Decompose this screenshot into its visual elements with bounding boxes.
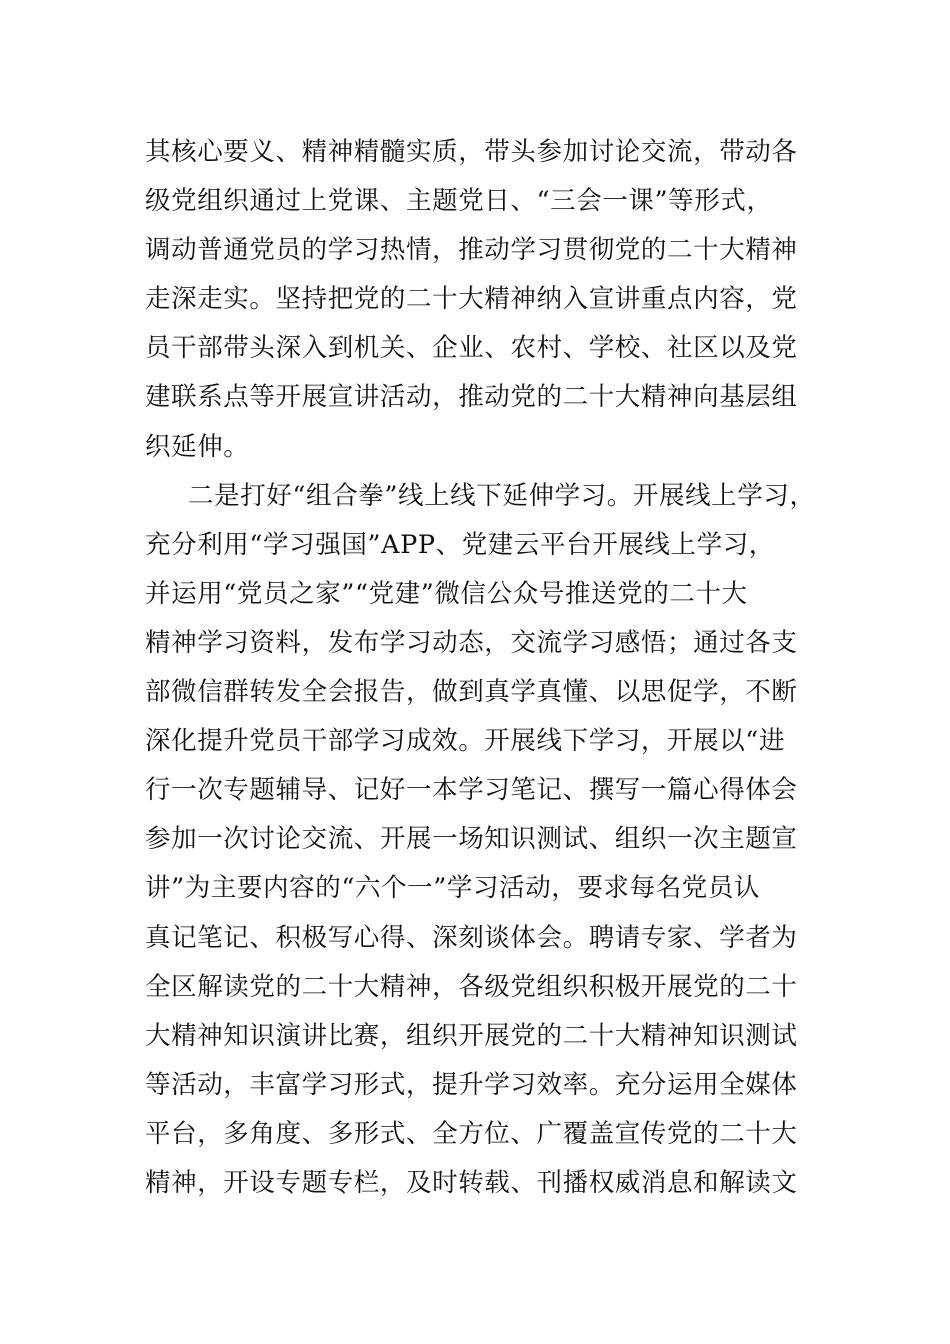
text-line: 真记笔记、积极写心得、深刻谈体会。聘请专家、学者为	[145, 922, 798, 953]
text-line: 建联系点等开展宣讲活动，推动党的二十大精神向基层组	[145, 382, 798, 413]
body-text	[145, 128, 835, 1306]
paragraph-2	[145, 472, 835, 1307]
text-line: 精神，开设专题专栏，及时转载、刊播权威消息和解读文	[145, 1167, 798, 1198]
text-line: 大精神知识演讲比赛，组织开展党的二十大精神知识测试	[145, 1020, 798, 1051]
text-line: 等活动，丰富学习形式，提升学习效率。充分运用全媒体	[145, 1069, 798, 1100]
text-line: 走深走实。坚持把党的二十大精神纳入宣讲重点内容，党	[145, 284, 798, 315]
text-line	[145, 1257, 835, 1306]
text-line: 平台，多角度、多形式、全方位、广覆盖宣传党的二十大	[145, 1118, 798, 1149]
text-line-first: 二是打好“组合拳”线上线下延伸学习。开展线上学习，	[188, 480, 816, 511]
text-line: 并运用“党员之家”“党建”微信公众号推送党的二十大	[145, 578, 748, 609]
text-line: 参加一次讨论交流、开展一场知识测试、组织一次主题宣	[145, 824, 798, 855]
text-line	[145, 1208, 835, 1257]
text-line: 深化提升党员干部学习成效。开展线下学习，开展以“进	[145, 726, 786, 757]
text-line: 调动普通党员的学习热情，推动学习贯彻党的二十大精神	[145, 235, 798, 266]
paragraph-1	[145, 128, 835, 472]
text-line: 织延伸。	[145, 431, 250, 462]
text-line: 讲”为主要内容的“六个一”学习活动，要求每名党员认	[145, 873, 761, 904]
text-line: 全区解读党的二十大精神，各级党组织积极开展党的二十	[145, 971, 798, 1002]
text-line: 级党组织通过上党课、主题党日、“三会一课”等形式，	[145, 186, 773, 217]
text-line: 行一次专题辅导、记好一本学习笔记、撰写一篇心得体会	[145, 775, 798, 806]
text-line: 其核心要义、精神精髓实质，带头参加讨论交流，带动各	[145, 137, 798, 167]
text-line: 员干部带头深入到机关、企业、农村、学校、社区以及党	[145, 333, 798, 364]
text-line: 精神学习资料，发布学习动态，交流学习感悟；通过各支	[145, 627, 798, 658]
text-line: 部微信群转发全会报告，做到真学真懂、以思促学，不断	[145, 677, 798, 708]
text-line: 充分利用“学习强国”APP、党建云平台开展线上学习，	[145, 529, 775, 560]
